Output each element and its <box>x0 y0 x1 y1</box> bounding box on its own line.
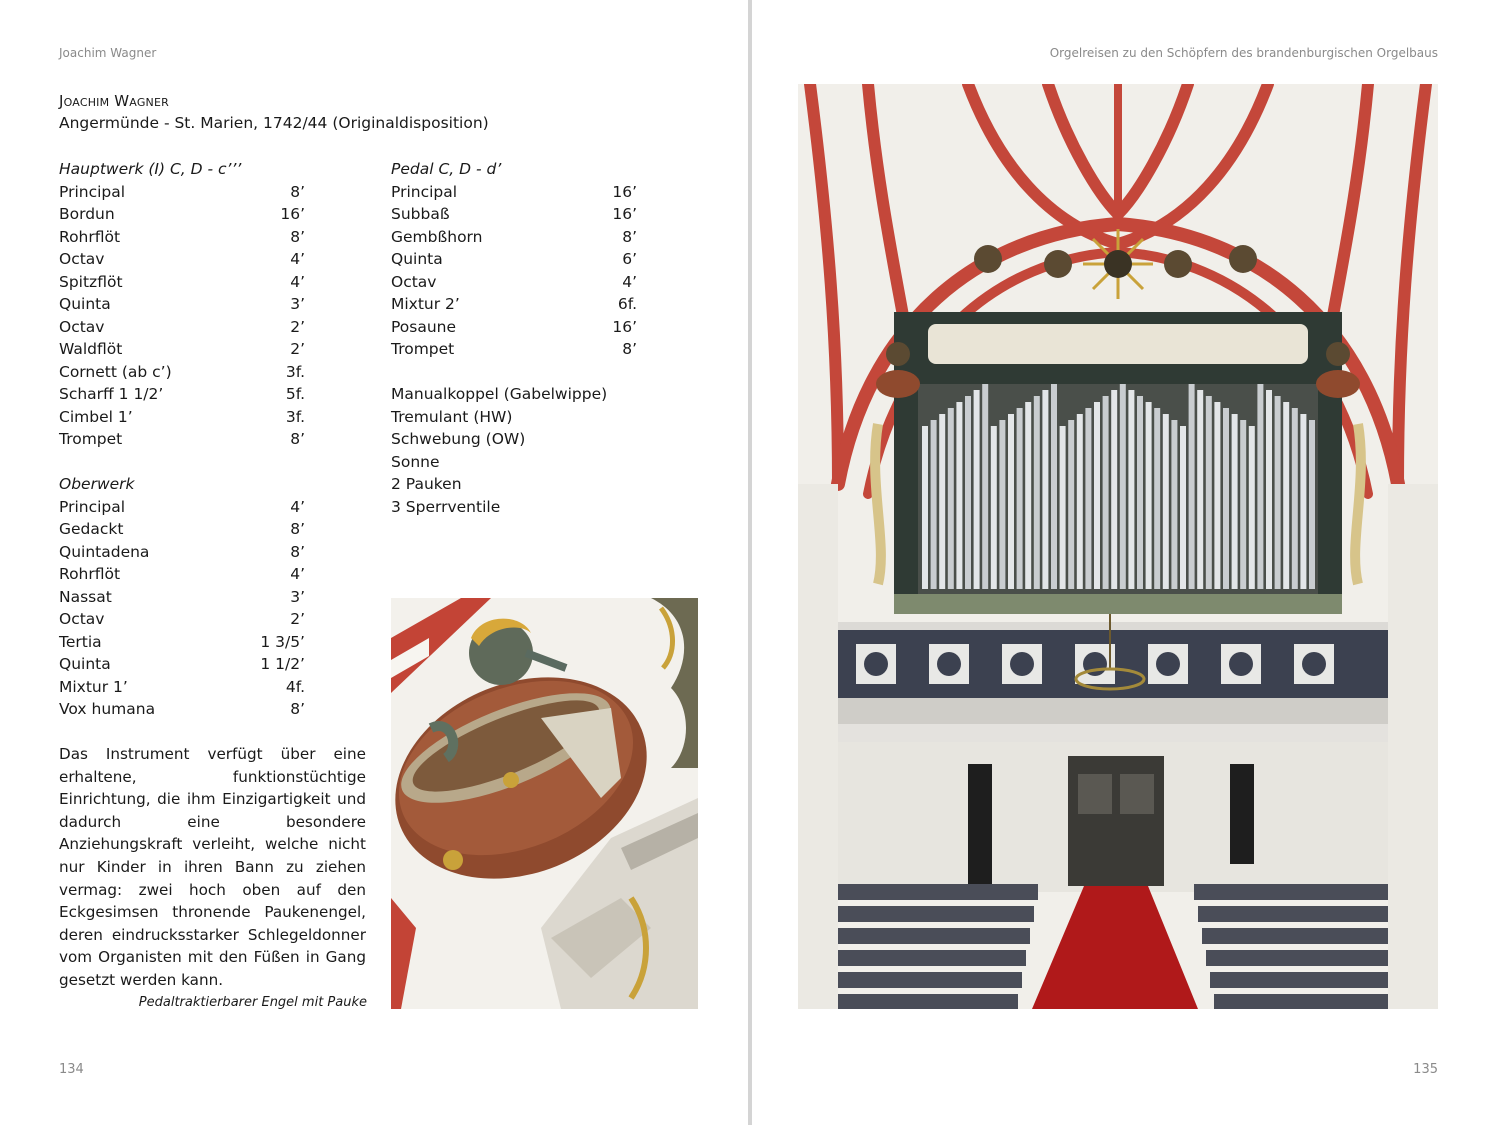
stop-row <box>59 271 305 294</box>
stop-row <box>59 608 305 631</box>
stop-row <box>59 338 305 361</box>
stop-name: Rohrflöt <box>59 565 121 583</box>
stop-size: 8’ <box>622 227 637 246</box>
stop-name: Principal <box>391 182 458 201</box>
stop-row <box>59 248 305 271</box>
stop-name: Octav <box>59 610 105 628</box>
stop-name: Octav <box>59 250 105 268</box>
oberwerk-heading: Oberwerk <box>59 475 135 493</box>
stop-name: Vox humana <box>59 700 156 718</box>
stop-size: 3f. <box>285 362 305 381</box>
stop-name: Gembßhorn <box>391 227 483 246</box>
stop-size: 3f. <box>285 407 305 426</box>
stop-size: 8’ <box>290 182 305 201</box>
stop-row <box>59 496 305 519</box>
stop-name: Cimbel 1’ <box>59 407 133 426</box>
accessory-item: Tremulant (HW) <box>391 407 513 426</box>
stop-size: 16’ <box>280 205 305 223</box>
stop-name: Bordun <box>59 205 115 223</box>
stop-name: Trompet <box>391 340 455 358</box>
stop-size: 2’ <box>290 610 305 628</box>
accessories-list <box>391 383 637 518</box>
page-number-left: 134 <box>59 1062 84 1077</box>
stop-row <box>59 406 305 429</box>
hauptwerk-heading: Hauptwerk (I) C, D - c’’’ <box>59 160 242 178</box>
stop-size: 4f. <box>285 677 305 696</box>
description-paragraph: Das Instrument verfügt über eine erhaltene, funktionstüchtige Einrichtung, die ihm Einzigartigkeit und dadurch eine besondere Anziehungskraft verleiht, welche nicht nur Kinder in ihren Bann zu ziehen vermag: zwei hoch oben auf den Eckgesimsen thronende Paukenengel, deren eindrucksstarker Schlegeldonner vom Organisten mit den Füßen in Gang gesetzt werden kann. <box>59 745 366 989</box>
pedal-heading: Pedal C, D - d’ <box>391 160 502 178</box>
hauptwerk-stop-list <box>59 181 305 451</box>
stop-row <box>59 293 305 316</box>
stop-size: 16’ <box>612 205 637 223</box>
stop-size: 8’ <box>290 227 305 246</box>
stop-size: 8’ <box>622 340 637 358</box>
stop-row <box>59 653 305 676</box>
stop-name: Tertia <box>59 632 102 651</box>
stop-name: Quinta <box>391 250 443 268</box>
stop-name: Rohrflöt <box>59 227 121 246</box>
stop-row <box>391 181 637 204</box>
stop-row <box>59 586 305 609</box>
accessory-item: 2 Pauken <box>391 475 462 493</box>
stop-size: 6f. <box>617 295 637 313</box>
stop-row <box>59 181 305 204</box>
stop-size: 8’ <box>290 430 305 448</box>
photo-caption: Pedaltraktierbarer Engel mit Pauke <box>138 995 367 1010</box>
stop-name: Spitzflöt <box>59 272 123 291</box>
stop-size: 8’ <box>290 700 305 718</box>
stop-name: Cornett (ab c’) <box>59 362 172 381</box>
stop-row <box>59 316 305 339</box>
stop-size: 8’ <box>290 520 305 538</box>
stop-name: Mixtur 2’ <box>391 295 460 313</box>
stop-name: Quinta <box>59 295 111 313</box>
stop-row <box>59 541 305 564</box>
accessory-item: Sonne <box>391 452 440 471</box>
oberwerk-stop-list <box>59 496 305 721</box>
stop-name: Trompet <box>59 430 123 448</box>
stop-row <box>59 563 305 586</box>
stop-name: Principal <box>59 497 126 516</box>
stop-row <box>59 698 305 721</box>
stop-size: 4’ <box>290 272 305 291</box>
stop-name: Nassat <box>59 587 112 606</box>
stop-size: 1 3/5’ <box>260 632 305 651</box>
stop-name: Waldflöt <box>59 340 123 358</box>
stop-size: 2’ <box>290 317 305 336</box>
stop-size: 4’ <box>290 565 305 583</box>
stop-row <box>391 316 637 339</box>
stop-row <box>59 518 305 541</box>
organ-subtitle: Angermünde - St. Marien, 1742/44 (Originaldisposition) <box>59 114 489 132</box>
pedal-stop-list <box>391 181 637 361</box>
stop-name: Subbaß <box>391 205 450 223</box>
accessory-item: 3 Sperrventile <box>391 497 501 516</box>
stop-row <box>391 226 637 249</box>
stop-name: Posaune <box>391 317 457 336</box>
stop-name: Octav <box>391 272 437 291</box>
disposition-column-pedal <box>391 158 637 518</box>
angel-timpani-photo <box>391 598 698 1009</box>
stop-size: 4’ <box>622 272 637 291</box>
stop-name: Gedackt <box>59 520 124 538</box>
stop-size: 1 1/2’ <box>260 655 305 673</box>
stop-row <box>59 428 305 451</box>
stop-size: 3’ <box>290 295 305 313</box>
stop-row <box>59 203 305 226</box>
builder-name: Joachim Wagner <box>59 92 169 110</box>
stop-name: Scharff 1 1/2’ <box>59 385 164 403</box>
stop-row <box>59 631 305 654</box>
stop-row <box>391 293 637 316</box>
stop-row <box>59 226 305 249</box>
stop-row <box>391 203 637 226</box>
organ-church-photo <box>798 84 1438 1009</box>
stop-size: 2’ <box>290 340 305 358</box>
stop-name: Mixtur 1’ <box>59 677 128 696</box>
stop-row <box>391 248 637 271</box>
running-head-right: Orgelreisen zu den Schöpfern des brandenburgischen Orgelbaus <box>1049 46 1438 60</box>
stop-row <box>391 338 637 361</box>
accessory-item: Manualkoppel (Gabelwippe) <box>391 385 608 403</box>
stop-row <box>391 271 637 294</box>
stop-size: 4’ <box>290 497 305 516</box>
stop-name: Quinta <box>59 655 111 673</box>
accessory-item: Schwebung (OW) <box>391 430 526 448</box>
stop-size: 5f. <box>285 385 305 403</box>
page-number-right: 135 <box>1413 1062 1438 1077</box>
stop-size: 16’ <box>612 317 637 336</box>
stop-size: 16’ <box>612 182 637 201</box>
stop-size: 4’ <box>290 250 305 268</box>
left-page <box>0 0 748 1125</box>
right-page <box>752 0 1500 1125</box>
stop-row <box>59 383 305 406</box>
disposition-column-manuals <box>59 158 305 721</box>
running-head-left: Joachim Wagner <box>59 46 157 60</box>
stop-name: Principal <box>59 182 126 201</box>
stop-row <box>59 676 305 699</box>
stop-row <box>59 361 305 384</box>
stop-name: Quintadena <box>59 542 150 561</box>
stop-size: 8’ <box>290 542 305 561</box>
stop-size: 3’ <box>290 587 305 606</box>
stop-size: 6’ <box>622 250 637 268</box>
stop-name: Octav <box>59 317 105 336</box>
